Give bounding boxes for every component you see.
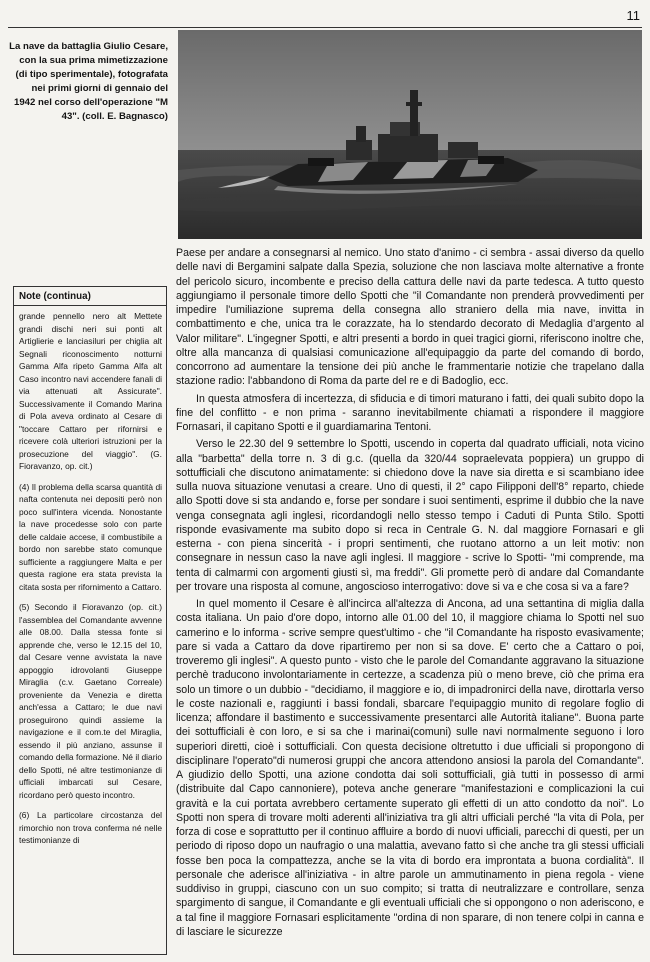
notes-title: Note (continua) — [14, 287, 166, 306]
photo-caption: La nave da battaglia Giulio Cesare, con la sua prima mimetizzazione (di tipo sperimentale), fotografata nei primi giorni di gennaio del 1942 nel corso dell'operazione "M 43". (coll. E. Bagnasco) — [9, 41, 168, 122]
page-number: 11 — [626, 8, 640, 23]
main-text — [176, 246, 644, 958]
paragraph-2: In questa atmosfera di incertezza, di sfiducia e di timori maturano i fatti, dei quali subito dopo la fine del conflitto - e non prima - saranno inevitabilmente chiamati a rispondere il maggiore Fornasari, il capitano Spotti e il guardiamarina Tentoni. — [176, 392, 644, 433]
notes-box — [13, 286, 167, 955]
paragraph-1: Paese per andare a consegnarsi al nemico. Uno stato d'animo - ci sembra - assai diverso da quello delle navi di Bergamini salpate dalla Spezia, soluzione che non lasciava molte alternative a fronte del pericolo sicuro, incombente e preciso della cattura delle navi da parte tedesca. A tutto questo aggiungiamo il personale timore dello Spotti che "il Comandante non prenderà provvedimenti per impedire l'umiliazione suprema della consegna allo straniero della mia nave, invitta in combattimento e che, unica tra le corazzate, ha lo stendardo decorato di Medaglia d'argento al Valor militare". L'ingegner Spotti, e altri presenti a bordo in quei tragici giorni, riferiscono inoltre che, oltre alla mancanza di qualsiasi comunicazione all'equipaggio da parte del comando di bordo, concorrono ad aumentare la tensione dei più anche le frammentarie notizie che trapelano dalla stazione radio: l'abbandono di Roma da parte del re e di Badoglio, ecc. — [176, 247, 644, 388]
paragraph-3: Verso le 22.30 del 9 settembre lo Spotti, uscendo in coperta dal quadrato ufficiali, nota vicino alla "barbetta" della torre n. 3 di g.c. (quella da 320/44 sopraelevata poppiera) un gruppo di sottufficiali che discutono animatamente: si chiedono dove la nave sia diretta e si scambiano idee sulla nuova situazione venutasi a creare. Uno di questi, il 2° capo Filipponi dell'8° reparto, chiede allo Spotti dove si sta andando e, forse per sondare i suoi sentimenti, esprime il dubbio che la nave venga consegnata agli inglesi, ricordandogli nello stesso tempo i Caduti di Punta Stilo. Spotti risponde evasivamente ma subito dopo si reca in Centrale G. N. dal maggiore Fornasari e gli esterna - con piena sincerità - i propri sentimenti, che ruotano attorno a un leit motiv: non consegnare in nessun caso la nave agli inglesi. Il maggiore - scrive lo Spotti- "mi comprende, ma tenta di calmarmi con argomenti giusti sì, ma freddi". Gli promette però di andare dal Comandante per trovare una risposta al comune, angoscioso interrogativo: dove si va e che cosa si va a fare? — [176, 438, 644, 593]
note-6: (6) La particolare circostanza del rimorchio non trova conferma né nelle testimonianze di — [19, 810, 162, 845]
note-continuation: grande pennello nero alt Mettete grandi dischi neri sui ponti alt Artiglierie e lanciasiluri per chiglia alt Segnali riconoscimento notturni Gamma Alfa ripeto Gamma Alfa alt Caso incontro navi accendere fanali di via attenuati alt Assicurate". Successivamente il Comando Marina di Pola aveva ordinato al Cesare di "toccare Cattaro per rifornirsi e ricevere colà ulteriori istruzioni per la prosecuzione del viaggio". (G. Fioravanzo, op. cit.) — [19, 311, 162, 471]
header-rule — [8, 27, 642, 28]
paragraph-4: In quel momento il Cesare è all'incirca all'altezza di Ancona, ad una settantina di miglia dalla costa italiana. Un paio d'ore dopo, intorno alle 01.00 del 10, il maggiore chiama lo Spotti nel suo camerino e lo informa - scrive sempre quest'ultimo - che "il Comandante ha risposto evasivamente; pare si vada a Cattaro da dove ripartiremo per non si sa dove. E' certo che a Cattaro o poi, troveremo gli inglesi". A questo punto - visto che le parole del Comandante aggravano la situazione perchè traducono involontariamente in certezze, a scadenza più o meno breve, ciò che prima era solo un timore o un dubbio - "decidiamo, il maggiore e io, di impadronirci della nave, dirottarla verso le coste nazionali e, raggiunti i bassi fondali, sbarcare l'equipaggio munito di regolare foglio di licenza; affondare il bastimento e successivamente presentarci alle Autorità italiane". Buona parte dei sottufficiali è con loro, e si sa che i marinai(comuni) sulle navi normalmente seguono i loro superiori diretti, cioè i sottufficiali. Con questa decisione oltretutto i due ufficiali si propongono di disciplinare l'operato"di numerosi gruppi che ancora attendono ansiosi la parola del Comandante". A giudizio dello Spotti, una azione condotta dai soli sottufficiali, già tutti in possesso di armi (distribuite dal Capo cannoniere), poteva anche generare "manifestazioni e complicazioni la cui gravità e la cui portata avrebbero certamente superato gli effetti di un atto condotto da noi". Lo Spotti non spera di trovare molti aderenti all'iniziativa tra gli altri ufficiali perché "la vita di Pola, per forza di cose e soprattutto per il continuo affluire a bordo di nuovi ufficiali, parecchi di questi, per un periodo di riposo dopo un naufragio o una malattia, avevano fatto sì che anche tra gli stessi ufficiali fosse ben poca la compattezza, anche se la vita di bordo era improntata a buona cordialità". Il personale che aderisce all'iniziativa - in altre parole un ammutinamento in piena regola - viene suddiviso in gruppi, ciascuno con un suo compito; si tratta di neutralizzare e controllare, senza spargimento di sangue, il Comandante e gli eventuali ufficiali che si oppongono o non aderiscono, e a tal fine il maggiore Fornasari esplicitamente "ordina di non sparare, di non tenere colpi in canna e di lasciare le sicurezze — [176, 598, 644, 938]
battleship-photo — [178, 30, 642, 239]
note-5: (5) Secondo il Fioravanzo (op. cit.) l'assemblea del Comandante avvenne alle 08.00. Dalla stessa fonte si apprende che, verso le 12.15 del 10, dal Cesare venne avvistata la nave appoggio idrovolanti Giuseppe Miraglia (c.v. Gaetano Correale) proveniente da Venezia e diretta anch'essa a Cattaro; le due navi proseguirono quindi assieme la navigazione e il com.te del Miraglia, essendo il più anziano, assunse il comando della formazione. Né il diario dello Spotti, né altre testimonianze di ufficiali imbarcati sul Cesare, ricordano però questo incontro. — [19, 602, 162, 800]
note-4: (4) Il problema della scarsa quantità di nafta contenuta nei depositi però non poco sull'intera vicenda. Nonostante la nave procedesse solo con parte delle caldaie accese, il combustibile a bordo non sarebbe stato comunque sufficiente a raggiungere Malta e per questa ragione era stata prevista la citata sosta per rifornimento a Cattaro. — [19, 481, 162, 592]
